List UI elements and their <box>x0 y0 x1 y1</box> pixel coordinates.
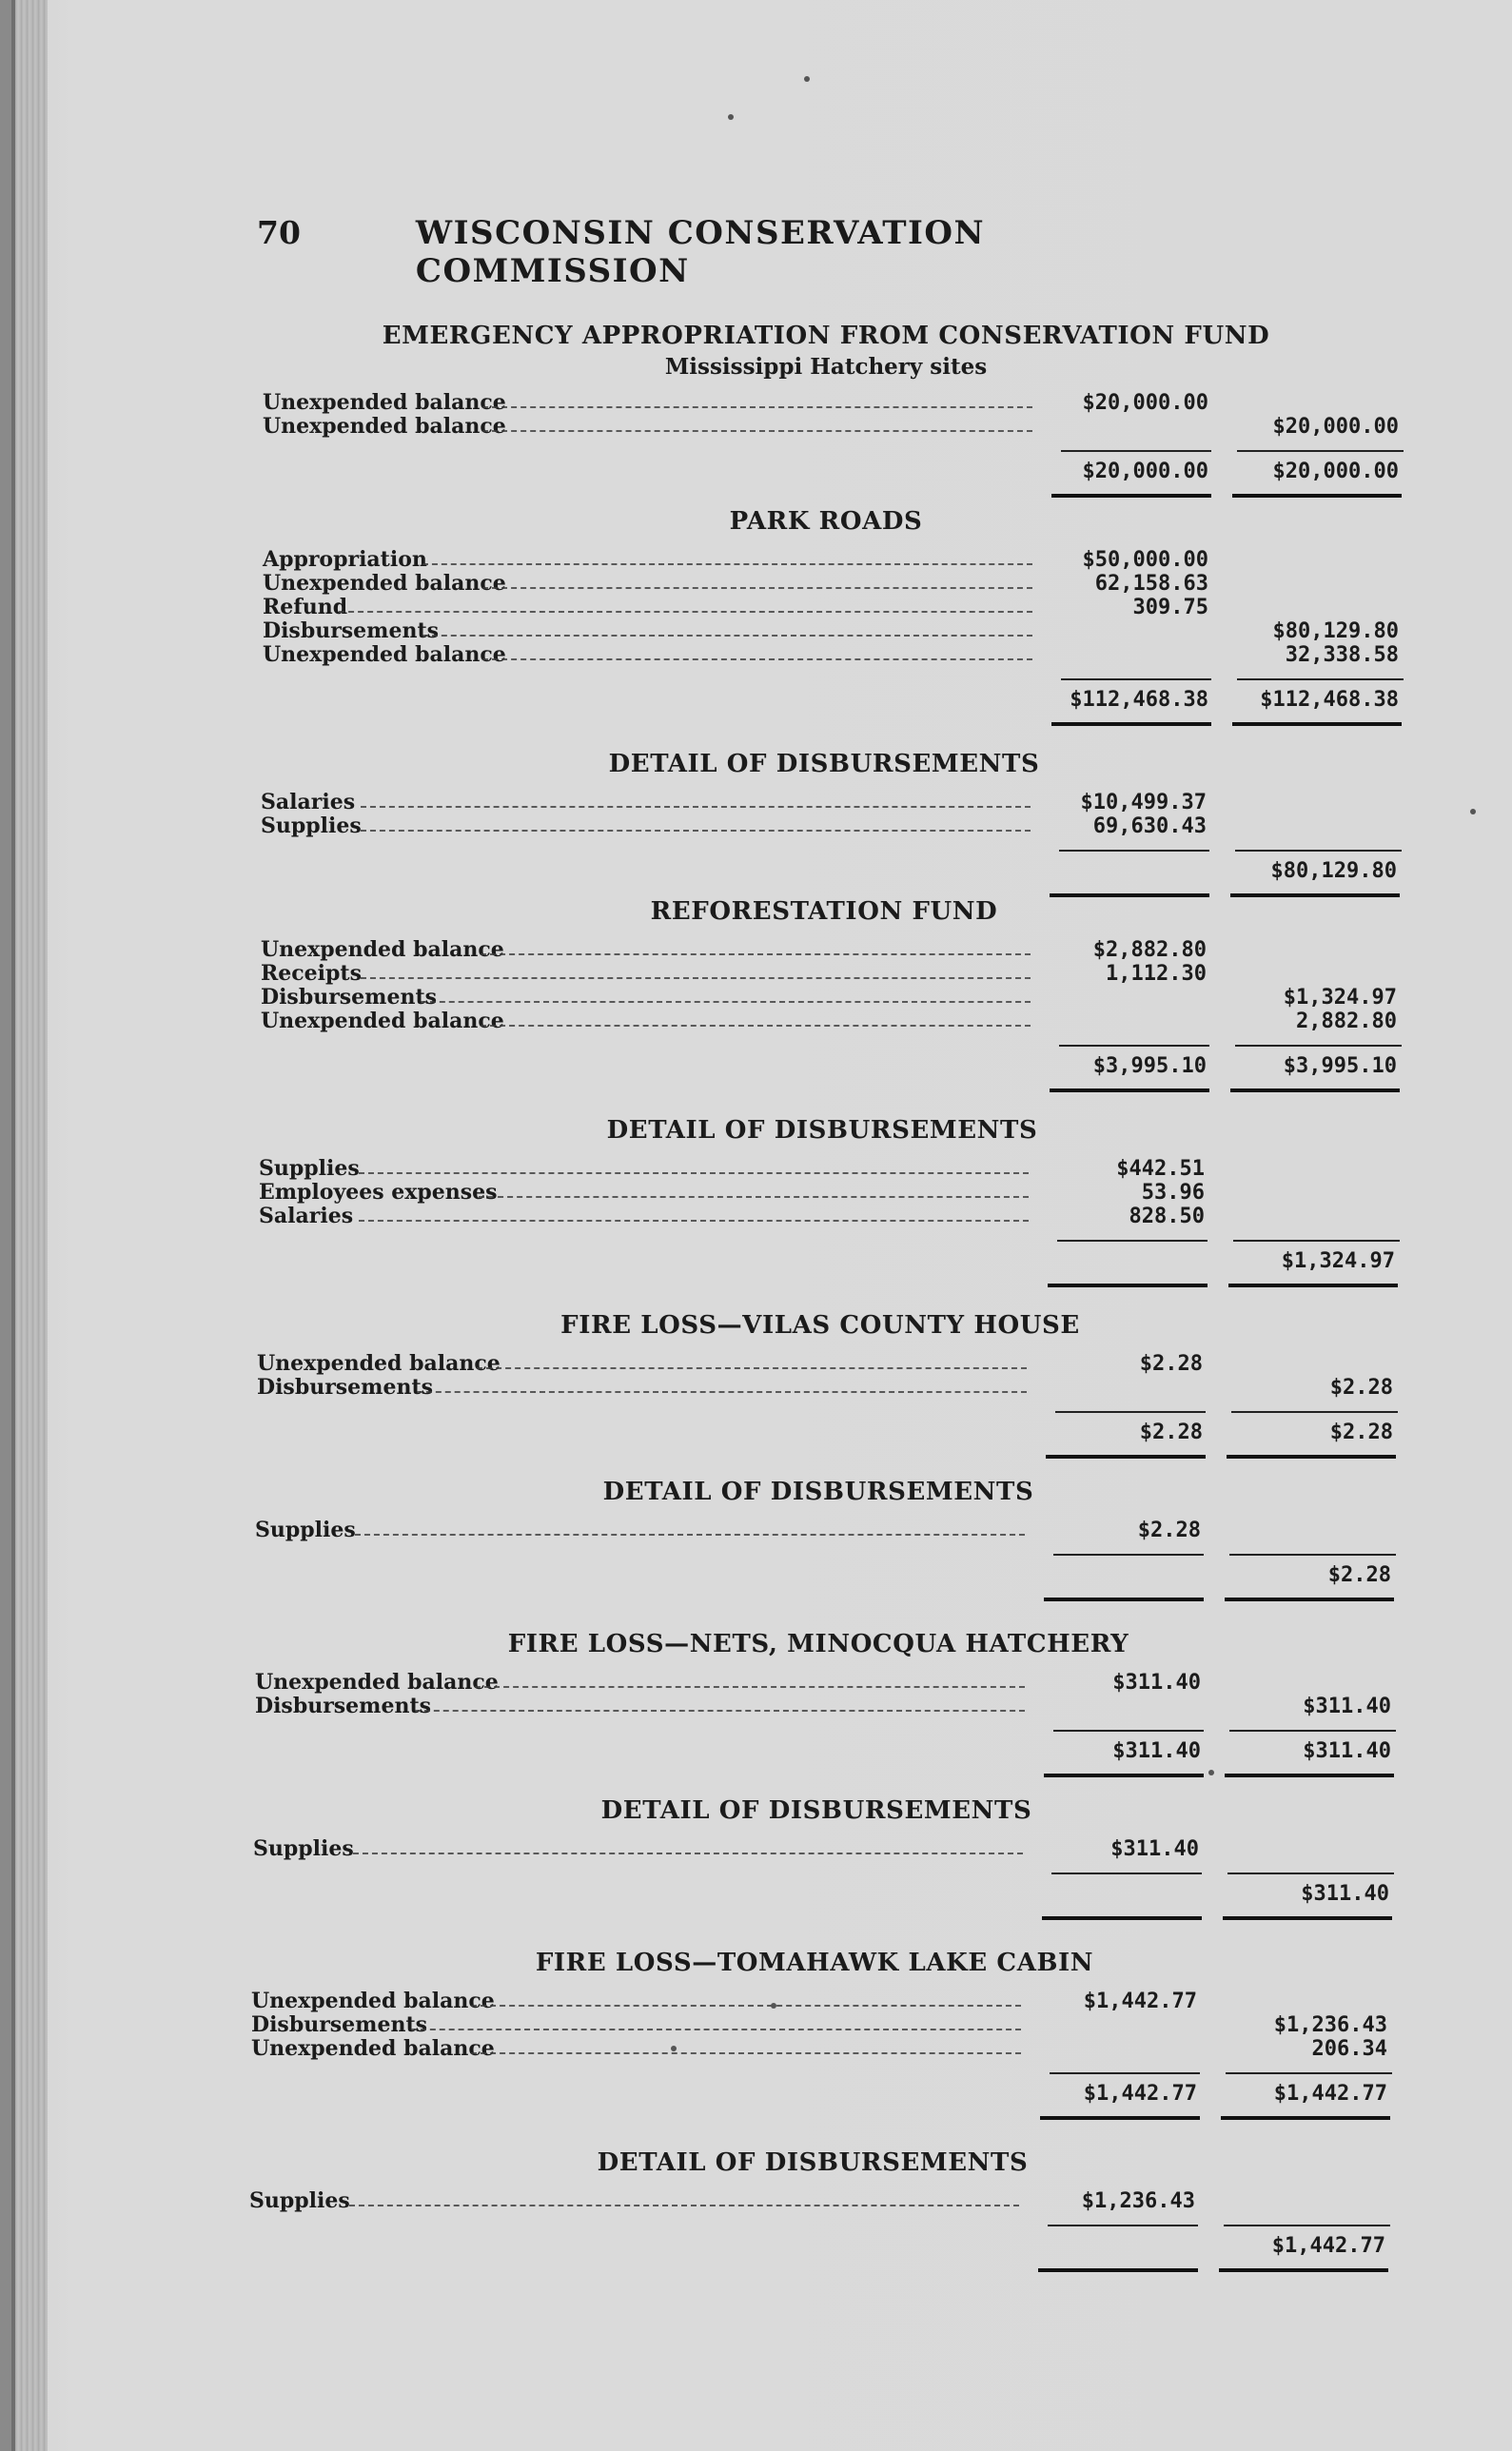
sum-rule <box>1059 1045 1209 1047</box>
dot-leader <box>355 1534 1025 1536</box>
dot-leader <box>482 658 1032 660</box>
row-label: Appropriation <box>263 547 427 572</box>
total-column-1: $3,995.10 <box>1092 1054 1207 1078</box>
section-title: DETAIL OF DISBURSEMENTS <box>608 750 1040 778</box>
double-rule <box>1219 2268 1388 2272</box>
total-column-2: $1,442.77 <box>1273 2082 1387 2106</box>
section-title: PARK ROADS <box>729 507 923 536</box>
dot-leader <box>482 406 1032 408</box>
total-column-2: $80,129.80 <box>1270 859 1397 883</box>
double-rule <box>1223 1916 1392 1920</box>
row-label: Disbursements <box>261 985 437 1010</box>
sum-rule <box>1231 1411 1398 1413</box>
sum-rule <box>1061 678 1211 680</box>
ledger-section <box>253 894 1395 929</box>
dot-leader <box>353 1853 1023 1854</box>
section-title: REFORESTATION FUND <box>650 897 998 926</box>
amount-column-1: $442.51 <box>1116 1157 1205 1181</box>
ledger-row <box>0 1519 1512 1542</box>
amount-column-1: $311.40 <box>1110 1837 1199 1861</box>
section-title: DETAIL OF DISBURSEMENTS <box>597 2148 1029 2177</box>
dot-leader <box>415 1710 1025 1712</box>
row-label: Disbursements <box>255 1694 431 1718</box>
scan-speck <box>671 2046 677 2051</box>
dot-leader <box>417 1391 1027 1393</box>
dot-leader <box>359 1220 1029 1222</box>
amount-column-1: $2.28 <box>1139 1352 1203 1376</box>
amount-column-2: $1,236.43 <box>1273 2013 1387 2037</box>
total-column-1: $1,442.77 <box>1083 2082 1197 2106</box>
row-label: Unexpended balance <box>251 2036 495 2061</box>
double-rule <box>1227 1455 1396 1459</box>
row-label: Supplies <box>261 814 362 838</box>
row-label: Disbursements <box>251 2012 427 2037</box>
page-number: 70 <box>257 214 301 251</box>
row-label: Unexpended balance <box>263 571 506 596</box>
row-label: Employees expenses <box>259 1180 498 1205</box>
row-label: Refund <box>263 595 348 619</box>
ledger-row <box>0 1010 1512 1033</box>
ledger-row <box>0 1157 1512 1181</box>
ledger-row <box>0 1376 1512 1400</box>
sum-rule <box>1061 450 1211 452</box>
ledger-row <box>0 962 1512 986</box>
ledger-section <box>244 1946 1385 1980</box>
sum-rule <box>1237 678 1404 680</box>
ledger-section <box>247 1475 1389 1509</box>
running-title: WISCONSIN CONSERVATION COMMISSION <box>415 214 986 290</box>
amount-column-2: 2,882.80 <box>1296 1010 1397 1033</box>
dot-leader <box>422 635 1032 637</box>
row-label: Unexpended balance <box>261 1009 504 1033</box>
ledger-row <box>0 791 1512 814</box>
scan-speck <box>771 2003 776 2009</box>
dot-leader <box>339 611 1032 613</box>
ledger-row <box>0 814 1512 838</box>
total-column-2: $2.28 <box>1329 1421 1393 1444</box>
sum-rule <box>1057 1240 1208 1242</box>
dot-leader <box>361 806 1031 808</box>
ledger-row <box>0 548 1512 572</box>
sum-rule <box>1050 2072 1200 2074</box>
amount-column-1: $1,442.77 <box>1083 1990 1197 2013</box>
amount-column-1: 1,112.30 <box>1106 962 1207 986</box>
row-label: Salaries <box>261 790 356 814</box>
total-column-2: $112,468.38 <box>1260 688 1399 712</box>
row-label: Supplies <box>255 1518 356 1542</box>
dot-leader <box>477 1367 1027 1369</box>
total-column-2: $3,995.10 <box>1283 1054 1397 1078</box>
amount-column-2: $2.28 <box>1329 1376 1393 1400</box>
amount-column-1: $50,000.00 <box>1082 548 1208 572</box>
ledger-section <box>247 1627 1389 1661</box>
scan-speck <box>804 76 810 82</box>
section-title: DETAIL OF DISBURSEMENTS <box>606 1116 1038 1145</box>
sum-rule <box>1227 1873 1394 1874</box>
ledger-section <box>242 2146 1384 2180</box>
amount-column-1: $311.40 <box>1112 1671 1201 1695</box>
amount-column-2: $311.40 <box>1303 1695 1391 1718</box>
ledger-row <box>0 643 1512 667</box>
sum-rule <box>1235 1045 1402 1047</box>
double-rule <box>1225 1774 1394 1777</box>
total-column-2: $1,324.97 <box>1281 1249 1395 1273</box>
amount-column-1: 828.50 <box>1129 1205 1205 1228</box>
ledger-section <box>253 747 1395 781</box>
dot-leader <box>471 2005 1021 2007</box>
total-column-1: $20,000.00 <box>1082 460 1208 483</box>
amount-column-1: $2.28 <box>1137 1519 1201 1542</box>
row-label: Supplies <box>259 1156 360 1181</box>
ledger-row <box>0 2189 1512 2213</box>
ledger-section <box>255 319 1397 382</box>
total-column-2: $311.40 <box>1303 1739 1391 1763</box>
double-rule <box>1230 1088 1400 1092</box>
total-column-2: $311.40 <box>1301 1882 1389 1906</box>
ledger-section <box>255 504 1397 539</box>
sum-rule <box>1051 1873 1202 1874</box>
double-rule <box>1051 722 1211 726</box>
ledger-row <box>0 986 1512 1010</box>
amount-column-2: $1,324.97 <box>1283 986 1397 1010</box>
double-rule <box>1046 1455 1206 1459</box>
row-label: Supplies <box>249 2188 350 2213</box>
double-rule <box>1232 722 1402 726</box>
row-label: Unexpended balance <box>251 1989 495 2013</box>
total-column-1: $2.28 <box>1139 1421 1203 1444</box>
amount-column-1: 69,630.43 <box>1092 814 1207 838</box>
section-title: FIRE LOSS—NETS, MINOCQUA HATCHERY <box>507 1630 1129 1658</box>
ledger-row <box>0 572 1512 596</box>
double-rule <box>1042 1916 1202 1920</box>
row-label: Disbursements <box>257 1375 433 1400</box>
dot-leader <box>359 1172 1029 1174</box>
scan-speck <box>728 114 734 120</box>
sum-rule <box>1235 850 1402 852</box>
row-label: Unexpended balance <box>257 1351 501 1376</box>
total-column-1: $112,468.38 <box>1070 688 1208 712</box>
row-label: Unexpended balance <box>263 642 506 667</box>
row-label: Salaries <box>259 1204 354 1228</box>
amount-column-2: 206.34 <box>1311 2037 1387 2061</box>
dot-leader <box>475 1686 1025 1688</box>
ledger-row <box>0 596 1512 619</box>
double-rule <box>1232 494 1402 498</box>
sum-rule <box>1224 2225 1390 2226</box>
total-column-2: $20,000.00 <box>1272 460 1399 483</box>
amount-column-1: $20,000.00 <box>1082 391 1208 415</box>
ledger-row <box>0 2037 1512 2061</box>
scan-speck <box>1470 809 1476 814</box>
amount-column-2: $80,129.80 <box>1272 619 1399 643</box>
row-label: Unexpended balance <box>263 390 506 415</box>
double-rule <box>1040 2116 1200 2120</box>
sum-rule <box>1053 1554 1204 1556</box>
section-title: DETAIL OF DISBURSEMENTS <box>602 1478 1034 1506</box>
ledger-section <box>249 1308 1391 1343</box>
ledger-section <box>251 1113 1393 1147</box>
ledger-row <box>0 619 1512 643</box>
row-label: Receipts <box>261 961 362 986</box>
scan-speck <box>1208 1770 1214 1775</box>
dot-leader <box>349 2205 1019 2206</box>
dot-leader <box>361 977 1031 979</box>
total-column-2: $2.28 <box>1327 1563 1391 1587</box>
sum-rule <box>1059 850 1209 852</box>
double-rule <box>1044 1598 1204 1601</box>
ledger-row <box>0 1181 1512 1205</box>
double-rule <box>1038 2268 1198 2272</box>
amount-column-2: 32,338.58 <box>1285 643 1399 667</box>
ledger-row <box>0 1837 1512 1861</box>
sum-rule <box>1233 1240 1400 1242</box>
row-label: Supplies <box>253 1836 354 1861</box>
total-column-1: $311.40 <box>1112 1739 1201 1763</box>
double-rule <box>1221 2116 1390 2120</box>
section-subtitle: Mississippi Hatchery sites <box>664 354 988 380</box>
dot-leader <box>481 953 1031 955</box>
ledger-row <box>0 938 1512 962</box>
double-rule <box>1225 1598 1394 1601</box>
ledger-row <box>0 391 1512 415</box>
dot-leader <box>481 1025 1031 1027</box>
section-title: FIRE LOSS—TOMAHAWK LAKE CABIN <box>535 1949 1094 1977</box>
dot-leader <box>411 2029 1021 2030</box>
amount-column-1: 62,158.63 <box>1094 572 1208 596</box>
double-rule <box>1048 1284 1208 1287</box>
sum-rule <box>1229 1554 1396 1556</box>
section-title: DETAIL OF DISBURSEMENTS <box>600 1796 1032 1825</box>
sum-rule <box>1053 1730 1204 1732</box>
amount-column-1: 309.75 <box>1132 596 1208 619</box>
row-label: Unexpended balance <box>261 937 504 962</box>
double-rule <box>1044 1774 1204 1777</box>
section-title: FIRE LOSS—VILAS COUNTY HOUSE <box>560 1311 1080 1340</box>
dot-leader <box>422 563 1032 565</box>
amount-column-1: 53.96 <box>1141 1181 1205 1205</box>
total-column-2: $1,442.77 <box>1271 2234 1385 2258</box>
sum-rule <box>1226 2072 1392 2074</box>
row-label: Unexpended balance <box>255 1670 499 1695</box>
section-title: EMERGENCY APPROPRIATION FROM CONSERVATION FUND <box>382 322 1270 350</box>
sum-rule <box>1055 1411 1206 1413</box>
amount-column-1: $2,882.80 <box>1092 938 1207 962</box>
ledger-row <box>0 1695 1512 1718</box>
row-label: Unexpended balance <box>263 414 506 439</box>
sum-rule <box>1229 1730 1396 1732</box>
double-rule <box>1050 1088 1209 1092</box>
ledger-row <box>0 1205 1512 1228</box>
double-rule <box>1051 494 1211 498</box>
amount-column-1: $1,236.43 <box>1081 2189 1195 2213</box>
amount-column-2: $20,000.00 <box>1272 415 1399 439</box>
double-rule <box>1228 1284 1398 1287</box>
ledger-row <box>0 2013 1512 2037</box>
ledger-section <box>245 1794 1387 1828</box>
ledger-row <box>0 1990 1512 2013</box>
amount-column-1: $10,499.37 <box>1080 791 1207 814</box>
dot-leader <box>482 587 1032 589</box>
sum-rule <box>1048 2225 1198 2226</box>
dot-leader <box>471 2052 1021 2054</box>
sum-rule <box>1237 450 1404 452</box>
dot-leader <box>421 1001 1031 1003</box>
ledger-row <box>0 1352 1512 1376</box>
ledger-row <box>0 415 1512 439</box>
ledger-row <box>0 1671 1512 1695</box>
dot-leader <box>361 830 1031 832</box>
dot-leader <box>482 430 1032 432</box>
dot-leader <box>479 1196 1029 1198</box>
row-label: Disbursements <box>263 618 439 643</box>
